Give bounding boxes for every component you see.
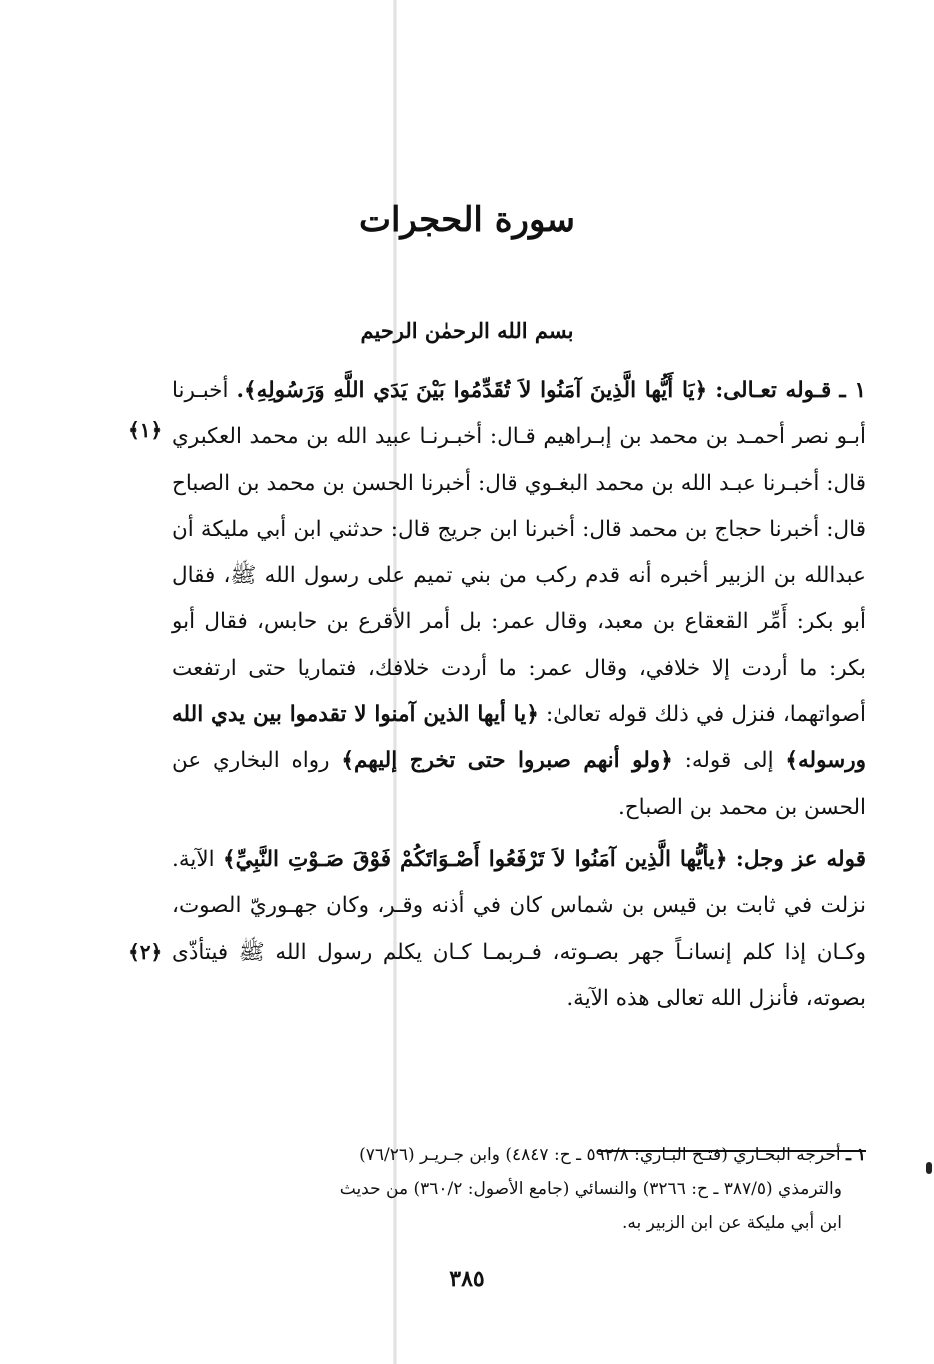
footnote — [172, 1138, 866, 1240]
narration-text: الآية. نزلت في ثابت بن قيس بن شماس كان في أذنه وقـر، وكان جهـوريّ الصوت، وكـان إذا كلم إنسانـاً جهر بصـوته، فـربمـا كـان يكلم رسول الله ﷺ فيتأذّى بصوته، فأنزل الله تعالى هذه الآية. — [172, 846, 866, 1011]
basmala: بسم الله الرحمٰن الرحيم — [360, 318, 574, 343]
sura-title: سورة الحجرات — [358, 200, 576, 240]
main-text — [172, 368, 866, 1022]
narration-text: رواه البخاري عن الحسن بن محمد بن الصباح. — [172, 748, 866, 820]
section-number: ١ ـ — [839, 378, 866, 403]
narration-text: أخبـرنا أبـو نصر أحمـد بن محمد بن إبـراهيم قـال: أخبـرنـا عبيد الله بن محمد العكبري قال: أخبـرنا عبـد الله بن محمد البغـوي قال: أخبرنا الحسن بن محمد بن الصباح قال: أخبرنا حجاج بن محمد قال: أخبرنا ابن جريج قال: حدثني ابن أبي مليكة أن عبدالله بن الزبير أخبره أنه قدم ركب من بني تميم على رسول الله ﷺ، فقال أبو بكر: أَمِّر القعقاع بن معبد، وقال عمر: بل أمر الأقرع بن حابس، فقال أبو بكر: ما أردت إلا خلافي، وقال عمر: ما أردت خلافك، فتماريا حتى ارتفعت أصواتهما، فنزل في ذلك قوله تعالىٰ: — [172, 378, 866, 728]
paragraph-1 — [172, 368, 866, 831]
page-number: ٣٨٥ — [449, 1266, 485, 1292]
hadith-marker-1: ﴿١﴾ — [128, 418, 163, 442]
narration-text: إلى قوله: — [684, 748, 774, 774]
footnote-number: ١ ـ — [845, 1145, 866, 1165]
section-lead: قوله عز وجل: — [735, 846, 866, 872]
hadith-marker-2: ﴿٢﴾ — [128, 940, 163, 964]
edge-mark — [926, 1162, 932, 1174]
paragraph-2 — [172, 837, 866, 1022]
footnote-line: ابن أبي مليكة عن ابن الزبير به. — [621, 1213, 842, 1233]
quran-verse: ﴿ولو أنهم صبروا حتى تخرج إليهم﴾ — [341, 748, 673, 774]
footnote-line: أخرجه البخـاري (فتـح البـاري: ٥٩٢/٨ ـ ح: ٤٨٤٧) وابن جـريـر (٧٦/٢٦) — [359, 1145, 841, 1165]
footnote-line: والترمذي (٣٨٧/٥ ـ ح: ٣٢٦٦) والنسائي (جامع الأصول: ٣٦٠/٢) من حديث — [339, 1179, 842, 1199]
quran-verse: ﴿يَا أَيُّها الَّذِينَ آمَنُوا لاَ تُقَدِّمُوا بَيْنَ يَدَي اللَّهِ وَرَسُولِهِ﴾. — [236, 378, 708, 403]
quran-verse: ﴿يا أيها الذين آمنوا لا تقدموا بين يدي الله ورسوله﴾ — [172, 702, 866, 774]
quran-verse: ﴿يأيُّها الَّذِين آمَنُوا لاَ تَرْفَعُوا أَصْـوَاتَكُمْ فَوْقَ صَـوْتِ النَّبِيِّ﴾ — [222, 846, 728, 872]
section-lead: قـوله تعـالى: — [715, 378, 832, 403]
